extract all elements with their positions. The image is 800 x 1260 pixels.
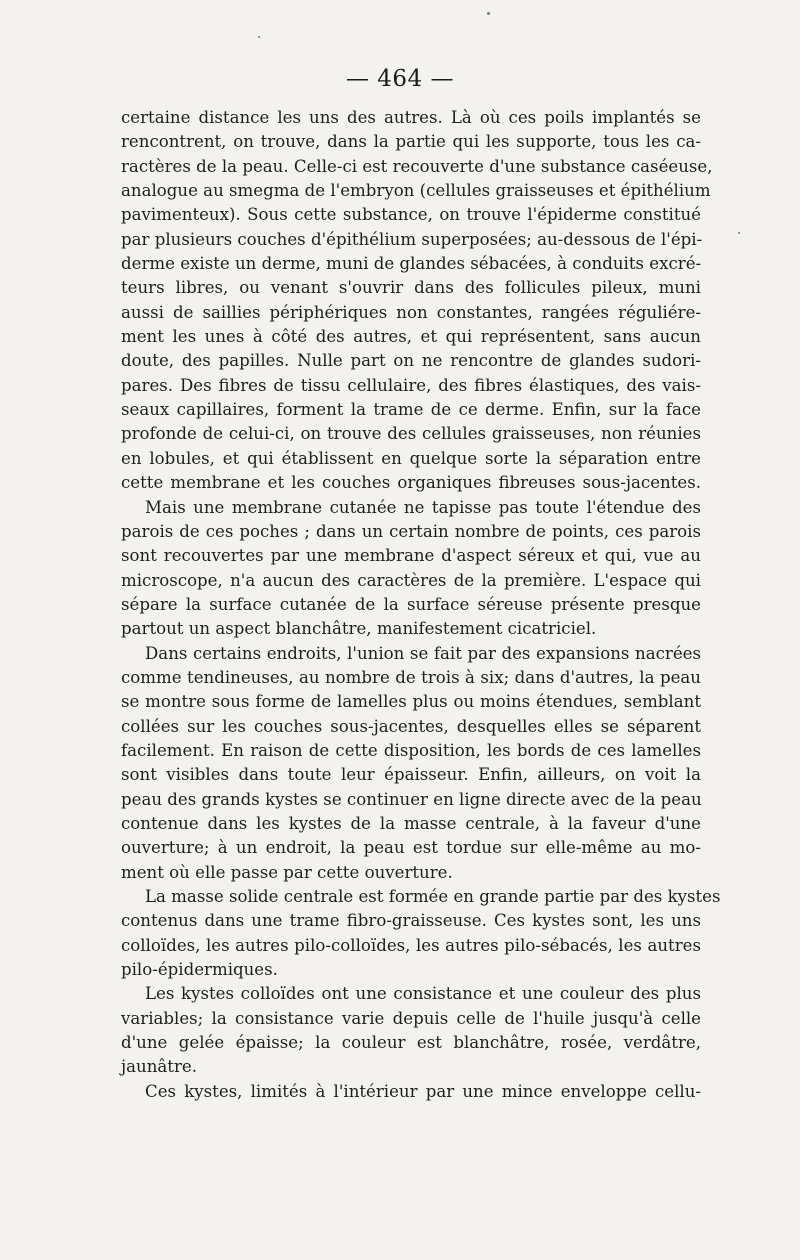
text-line: partout un aspect blanchâtre, manifestement cicatriciel. [121,619,597,639]
text-line: ment où elle passe par cette ouverture. [121,862,453,882]
text-line: analogue au smegma de l'embryon (cellules graisseuses et épithélium [121,181,711,201]
text-line: sont visibles dans toute leur épaisseur. Enfin, ailleurs, on voit la [121,765,701,785]
text-line: Mais une membrane cutanée ne tapisse pas toute l'étendue des [145,497,701,517]
text-line: Ces kystes, limités à l'intérieur par une mince enveloppe cellu- [145,1081,701,1101]
text-line: parois de ces poches ; dans un certain nombre de points, ces parois [121,521,701,541]
text-line: microscope, n'a aucun des caractères de la première. L'espace qui [121,570,701,590]
text-line: Les kystes colloïdes ont une consistance et une couleur des plus [145,984,701,1004]
page-number: — 464 — [345,66,455,92]
text-line: Dans certains endroits, l'union se fait par des expansions nacrées [145,643,701,663]
text-line: sont recouvertes par une membrane d'aspect séreux et qui, vue au [121,546,701,566]
text-line: jaunâtre. [121,1057,198,1077]
text-line: colloïdes, les autres pilo-colloïdes, les autres pilo-sébacés, les autres [121,935,701,955]
text-line: derme existe un derme, muni de glandes sébacées, à conduits excré- [121,254,702,274]
text-line: contenus dans une trame fibro-graisseuse. Ces kystes sont, les uns [121,911,701,931]
text-line: contenue dans les kystes de la masse centrale, à la faveur d'une [121,813,701,833]
text-line: ouverture; à un endroit, la peau est tordue sur elle-même au mo- [121,838,701,858]
text-line: cette membrane et les couches organiques fibreuses sous-jacentes. [121,473,701,493]
text-line: sépare la surface cutanée de la surface séreuse présente presque [121,594,701,614]
text-line: pares. Des fibres de tissu cellulaire, des fibres élastiques, des vais- [121,375,701,395]
text-line: variables; la consistance varie depuis celle de l'huile jusqu'à celle [121,1008,701,1028]
scan-speck [738,232,740,234]
text-line: facilement. En raison de cette disposition, les bords de ces lamelles [121,740,701,760]
text-line: d'une gelée épaisse; la couleur est blanchâtre, rosée, verdâtre, [121,1033,701,1053]
text-line: seaux capillaires, forment la trame de ce derme. Enfin, sur la face [121,400,701,420]
body-text [121,106,721,1104]
text-line: ractères de la peau. Celle-ci est recouverte d'une substance caséeuse, [121,156,713,176]
scan-speck [258,36,260,38]
text-line: certaine distance les uns des autres. Là où ces poils implantés se [121,108,701,127]
text-line: aussi de saillies périphériques non constantes, rangées réguliére- [121,302,701,322]
text-line: ment les unes à côté des autres, et qui représentent, sans aucun [121,327,701,347]
text-line: en lobules, et qui établissent en quelque sorte la séparation entre [121,448,701,468]
text-line: rencontrent, on trouve, dans la partie qui les supporte, tous les ca- [121,132,701,152]
text-line: pavimenteux). Sous cette substance, on trouve l'épiderme constitué [121,205,701,225]
text-line: comme tendineuses, au nombre de trois à six; dans d'autres, la peau [121,667,701,687]
text-line: collées sur les couches sous-jacentes, desquelles elles se séparent [121,716,701,736]
scan-speck [487,12,490,15]
text-line: teurs libres, ou venant s'ouvrir dans des follicules pileux, muni [121,278,701,298]
text-line: par plusieurs couches d'épithélium superposées; au-dessous de l'épi- [121,229,703,249]
text-line: La masse solide centrale est formée en grande partie par des kystes [145,887,721,906]
text-line: se montre sous forme de lamelles plus ou moins étendues, semblant [121,692,701,712]
text-line: doute, des papilles. Nulle part on ne rencontre de glandes sudori- [121,351,701,371]
text-line: pilo-épidermiques. [121,960,278,980]
text-line: profonde de celui-ci, on trouve des cellules graisseuses, non réunies [121,424,701,444]
text-line: peau des grands kystes se continuer en ligne directe avec de la peau [121,789,702,809]
